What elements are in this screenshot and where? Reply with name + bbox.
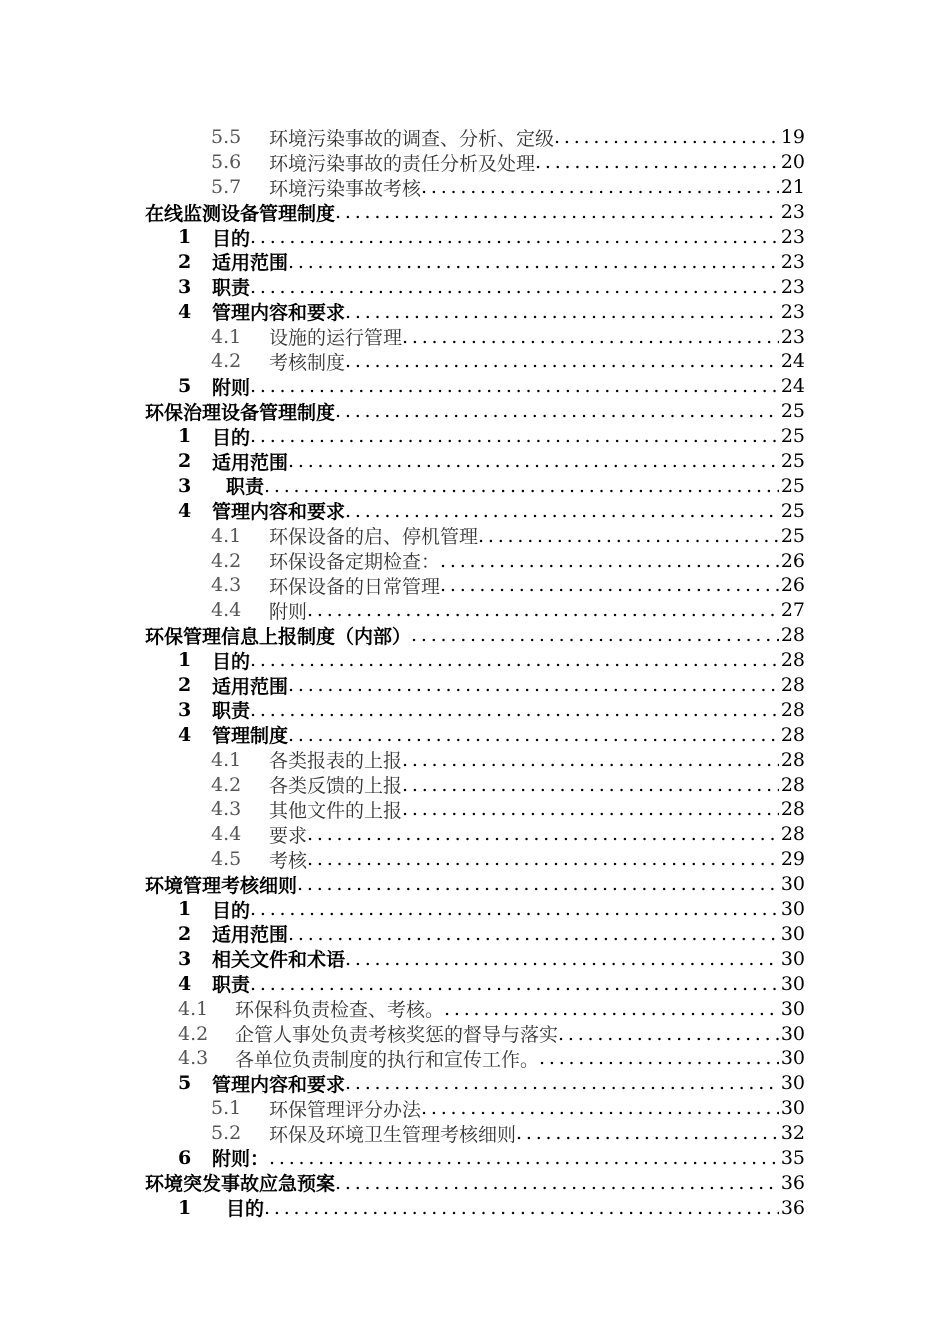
toc-entry-title: 管理内容和要求: [212, 1073, 346, 1096]
toc-entry-title: 设施的运行管理: [269, 327, 403, 350]
dot-leader: [288, 923, 779, 945]
toc-entry[interactable]: [0, 449, 950, 474]
toc-entry[interactable]: [0, 697, 950, 722]
toc-entry-title: 各单位负责制度的执行和宣传工作。: [235, 1048, 540, 1071]
toc-entry-number: 4.3: [178, 1047, 209, 1070]
toc-entry-title: 考核: [269, 849, 308, 872]
toc-entry-title: 管理内容和要求: [212, 302, 346, 325]
dot-leader: [558, 1023, 779, 1045]
toc-entry-title: 环境污染事故考核: [269, 177, 422, 200]
dot-leader: [307, 599, 779, 621]
dot-leader: [345, 500, 779, 522]
toc-entry-title: 管理制度: [212, 725, 289, 748]
dot-leader: [402, 326, 779, 348]
dot-leader: [250, 425, 779, 447]
dot-leader: [539, 1047, 779, 1069]
toc-entry-title: 职责: [226, 476, 265, 499]
toc-entry-body: [178, 449, 779, 474]
toc-entry[interactable]: [0, 548, 950, 573]
toc-entry[interactable]: [0, 274, 950, 299]
toc-entry[interactable]: [0, 200, 950, 225]
toc-entry-body: [211, 772, 779, 797]
toc-entry-title: 目的: [212, 650, 251, 673]
toc-entry-page-number: 28: [780, 748, 805, 771]
toc-entry-number: 2: [178, 250, 192, 273]
dot-leader: [478, 525, 779, 547]
toc-entry[interactable]: [0, 673, 950, 698]
dot-leader: [335, 400, 779, 422]
toc-entry-page-number: 25: [780, 499, 805, 522]
toc-entry-page-number: 30: [780, 997, 805, 1020]
toc-entry-number: 4.4: [211, 599, 242, 622]
toc-entry-number: 3: [178, 275, 192, 298]
toc-entry[interactable]: [0, 922, 950, 947]
toc-entry-body: [211, 822, 779, 847]
toc-entry-title: 环保管理信息上报制度（内部）: [145, 625, 412, 648]
toc-entry-number: 3: [178, 474, 192, 497]
toc-entry-body: [178, 1146, 779, 1171]
toc-entry-page-number: 24: [780, 375, 805, 398]
toc-entry-title: 各类反馈的上报: [269, 775, 403, 798]
toc-entry-body: [178, 722, 779, 747]
toc-entry-page-number: 26: [780, 574, 805, 597]
toc-entry-page-number: 24: [780, 350, 805, 373]
dot-leader: [535, 151, 779, 173]
toc-entry[interactable]: [0, 125, 950, 150]
toc-entry-body: [178, 424, 779, 449]
toc-entry-number: 2: [178, 922, 192, 945]
toc-entry-body: [178, 946, 779, 971]
toc-entry[interactable]: [0, 598, 950, 623]
dot-leader: [402, 798, 779, 820]
toc-entry-body: [178, 1071, 779, 1096]
toc-entry[interactable]: [0, 1096, 950, 1121]
toc-entry-title: 适用范围: [212, 924, 289, 947]
toc-entry-page-number: 23: [780, 275, 805, 298]
dot-leader: [269, 1147, 779, 1169]
toc-entry[interactable]: [0, 324, 950, 349]
dot-leader: [288, 724, 779, 746]
toc-entry-page-number: 30: [780, 922, 805, 945]
toc-entry-title: 要求: [269, 824, 308, 847]
toc-entry[interactable]: [0, 971, 950, 996]
toc-entry-page-number: 28: [780, 773, 805, 796]
toc-entry-page-number: 23: [780, 250, 805, 273]
toc-entry-page-number: 30: [780, 972, 805, 995]
toc-entry-body: [211, 747, 779, 772]
toc-entry-body: [178, 971, 779, 996]
toc-entry-title: 环保设备定期检查：: [269, 551, 441, 574]
toc-entry-title: 环境污染事故的责任分析及处理: [269, 152, 536, 175]
toc-entry-title: 职责: [212, 700, 251, 723]
dot-leader: [288, 674, 779, 696]
toc-entry-page-number: 30: [780, 1097, 805, 1120]
toc-entry[interactable]: [0, 722, 950, 747]
toc-entry-body: [178, 922, 779, 947]
toc-entry[interactable]: [0, 175, 950, 200]
dot-leader: [297, 873, 779, 895]
dot-leader: [250, 898, 779, 920]
toc-entry-number: 4.1: [211, 748, 242, 771]
toc-entry-body: [211, 598, 779, 623]
toc-entry-page-number: 25: [780, 450, 805, 473]
toc-entry[interactable]: [0, 946, 950, 971]
dot-leader: [411, 624, 779, 646]
toc-entry-page-number: 32: [780, 1122, 805, 1145]
toc-entry[interactable]: [0, 424, 950, 449]
toc-entry-page-number: 35: [780, 1146, 805, 1169]
toc-entry-page-number: 28: [780, 798, 805, 821]
toc-entry-number: 3: [178, 947, 192, 970]
toc-entry-page-number: 28: [780, 649, 805, 672]
toc-entry-page-number: 28: [780, 723, 805, 746]
toc-entry-page-number: 28: [780, 698, 805, 721]
toc-entry[interactable]: [0, 1195, 950, 1220]
toc-entry-number: 4.3: [211, 574, 242, 597]
dot-leader: [345, 948, 779, 970]
toc-entry[interactable]: [0, 1170, 950, 1195]
toc-entry[interactable]: [0, 249, 950, 274]
toc-entry[interactable]: [0, 1146, 950, 1171]
toc-entry-page-number: 30: [780, 1022, 805, 1045]
toc-entry-body: [211, 125, 779, 150]
dot-leader: [307, 848, 779, 870]
toc-entry[interactable]: [0, 872, 950, 897]
dot-leader: [516, 1122, 779, 1144]
toc-entry-body: [178, 473, 779, 498]
toc-entry-body: [145, 200, 779, 225]
toc-entry-body: [211, 548, 779, 573]
toc-entry-page-number: 28: [780, 624, 805, 647]
toc-entry-title: 适用范围: [212, 451, 289, 474]
toc-entry-title: 企管人事处负责考核奖惩的督导与落实: [235, 1024, 559, 1046]
toc-entry-body: [145, 872, 779, 897]
toc-entry-number: 1: [178, 1196, 192, 1219]
toc-entry-number: 5.1: [211, 1097, 242, 1120]
toc-entry-number: 5.7: [211, 176, 242, 199]
toc-entry[interactable]: [0, 349, 950, 374]
toc-entry-page-number: 23: [780, 226, 805, 248]
dot-leader: [288, 251, 779, 273]
toc-entry-page-number: 28: [780, 674, 805, 697]
dot-leader: [250, 649, 779, 671]
toc-entry-body: [145, 399, 779, 424]
toc-entry-number: 4.1: [211, 524, 242, 547]
dot-leader: [421, 176, 779, 198]
toc-entry[interactable]: [0, 374, 950, 399]
toc-entry-page-number: 30: [780, 898, 805, 921]
toc-entry-title: 环保管理评分办法: [269, 1098, 422, 1121]
toc-entry-page-number: 28: [780, 823, 805, 846]
toc-entry-body: [211, 797, 779, 822]
toc-entry-title: 各类报表的上报: [269, 750, 403, 773]
toc-entry-title: 管理内容和要求: [212, 501, 346, 524]
toc-entry-body: [178, 299, 779, 324]
toc-entry-number: 3: [178, 698, 192, 721]
toc-entry-number: 4: [178, 972, 192, 995]
toc-entry-title: 适用范围: [212, 675, 289, 698]
toc-entry[interactable]: [0, 473, 950, 498]
toc-entry-page-number: 30: [780, 947, 805, 970]
toc-entry-page-number: 20: [780, 151, 805, 174]
toc-entry-number: 4.1: [178, 997, 209, 1020]
toc-entry-body: [178, 225, 779, 250]
toc-entry-number: 4.2: [211, 549, 242, 572]
toc-entry-title: 考核制度: [269, 351, 346, 374]
toc-entry-page-number: 23: [780, 325, 805, 348]
toc-entry-body: [211, 349, 779, 374]
toc-entry[interactable]: [0, 1121, 950, 1146]
toc-entry-title: 目的: [226, 1198, 265, 1221]
toc-entry[interactable]: [0, 523, 950, 548]
toc-entry-body: [211, 523, 779, 548]
toc-entry-number: 4.2: [178, 1022, 209, 1045]
toc-entry[interactable]: [0, 772, 950, 797]
toc-entry-body: [178, 274, 779, 299]
toc-entry-number: 1: [178, 425, 192, 448]
toc-entry-number: 5.5: [211, 126, 242, 149]
toc-entry-page-number: 21: [780, 176, 805, 199]
toc-entry-page-number: 25: [780, 425, 805, 448]
toc-entry[interactable]: [0, 1021, 950, 1046]
toc-entry-page-number: 29: [780, 848, 805, 871]
dot-leader: [440, 574, 779, 596]
dot-leader: [335, 1172, 779, 1194]
toc-entry-body: [178, 673, 779, 698]
toc-entry-title: 环保治理设备管理制度: [145, 401, 336, 424]
toc-entry-body: [178, 996, 779, 1021]
toc-entry[interactable]: [0, 897, 950, 922]
toc-entry-page-number: 36: [780, 1171, 805, 1194]
toc-entry-title: 环保设备的启、停机管理: [269, 526, 479, 549]
dot-leader: [250, 276, 779, 298]
toc-entry-body: [178, 648, 779, 673]
toc-entry-number: 4.4: [211, 823, 242, 846]
dot-leader: [444, 998, 779, 1020]
toc-entry-number: 2: [178, 450, 192, 473]
toc-entry-body: [211, 1096, 779, 1121]
toc-entry-number: 1: [178, 226, 192, 248]
toc-entry-title: 相关文件和术语: [212, 949, 346, 972]
toc-entry-number: 4: [178, 723, 192, 746]
toc-entry[interactable]: [0, 225, 950, 250]
toc-entry-body: [178, 498, 779, 523]
toc-entry-number: 4.3: [211, 798, 242, 821]
dot-leader: [345, 1072, 779, 1094]
toc-entry[interactable]: [0, 150, 950, 175]
toc-entry-title: 适用范围: [212, 252, 289, 275]
dot-leader: [307, 823, 779, 845]
toc-entry-title: 环境污染事故的调查、分析、定级: [269, 127, 555, 150]
toc-entry-page-number: 25: [780, 524, 805, 547]
toc-entry-page-number: 27: [780, 599, 805, 622]
toc-entry-body: [145, 623, 779, 648]
dot-leader: [402, 749, 779, 771]
toc-entry[interactable]: [0, 822, 950, 847]
toc-entry-title: 目的: [212, 426, 251, 449]
dot-leader: [250, 226, 779, 248]
toc-entry[interactable]: [0, 747, 950, 772]
toc-entry-number: 4: [178, 499, 192, 522]
toc-entry-number: 4.2: [211, 773, 242, 796]
toc-entry-page-number: 26: [780, 549, 805, 572]
toc-entry-body: [178, 1046, 779, 1071]
toc-entry-page-number: 30: [780, 1072, 805, 1095]
toc-entry-page-number: 36: [780, 1196, 805, 1219]
toc-entry-number: 4.1: [211, 325, 242, 348]
toc-entry-number: 6: [178, 1146, 192, 1169]
toc-entry[interactable]: [0, 1071, 950, 1096]
toc-entry-number: 2: [178, 674, 192, 697]
toc-entry-title: 附则: [212, 376, 251, 399]
toc-entry-title: 目的: [212, 899, 251, 922]
toc-entry-body: [211, 1121, 779, 1146]
toc-entry-body: [178, 897, 779, 922]
toc-entry-page-number: 30: [780, 1047, 805, 1070]
dot-leader: [288, 450, 779, 472]
toc-entry-title: 环境管理考核细则: [145, 874, 298, 897]
toc-entry[interactable]: [0, 996, 950, 1021]
toc-entry-title: 目的: [212, 227, 251, 250]
toc-entry-body: [211, 150, 779, 175]
toc-entry[interactable]: [0, 573, 950, 598]
toc-entry-body: [211, 573, 779, 598]
dot-leader: [250, 699, 779, 721]
toc-entry-page-number: 25: [780, 400, 805, 423]
toc-entry-title: 职责: [212, 974, 251, 997]
toc-entry-body: [178, 1021, 779, 1046]
toc-entry-body: [178, 697, 779, 722]
toc-entry-body: [145, 1170, 779, 1195]
dot-leader: [402, 774, 779, 796]
toc-entry-body: [211, 175, 779, 200]
toc-entry-page-number: 19: [780, 126, 805, 149]
toc-entry-title: 环保及环境卫生管理考核细则: [269, 1123, 517, 1146]
toc-entry-page-number: 30: [780, 873, 805, 896]
toc-entry-number: 5: [178, 375, 192, 398]
toc-entry-page-number: 25: [780, 474, 805, 497]
toc-entry-body: [178, 374, 779, 399]
toc-entry[interactable]: [0, 623, 950, 648]
toc-entry-number: 4: [178, 300, 192, 323]
dot-leader: [250, 375, 779, 397]
dot-leader: [554, 126, 779, 148]
dot-leader: [250, 973, 779, 995]
dot-leader: [345, 301, 779, 323]
toc-entry-page-number: 23: [780, 300, 805, 323]
dot-leader: [440, 550, 779, 572]
dot-leader: [345, 350, 779, 372]
toc-entry-title: 附则: [269, 600, 308, 623]
toc-entry-page-number: 23: [780, 201, 805, 224]
toc-entry-title: 环保设备的日常管理: [269, 575, 441, 598]
toc-entry[interactable]: [0, 299, 950, 324]
toc-entry-title: 在线监测设备管理制度: [145, 202, 336, 225]
table-of-contents: [0, 125, 950, 1220]
toc-entry-title: 其他文件的上报: [269, 799, 403, 822]
dot-leader: [421, 1097, 779, 1119]
toc-entry-title: 附则：: [212, 1148, 270, 1171]
toc-entry-body: [211, 847, 779, 872]
toc-entry-body: [178, 249, 779, 274]
toc-entry-number: 4.2: [211, 350, 242, 373]
dot-leader: [335, 201, 779, 223]
toc-entry-title: 环境突发事故应急预案: [145, 1173, 336, 1196]
toc-entry[interactable]: [0, 498, 950, 523]
toc-entry[interactable]: [0, 797, 950, 822]
dot-leader: [264, 475, 779, 497]
toc-entry[interactable]: [0, 648, 950, 673]
dot-leader: [264, 1197, 779, 1219]
toc-entry[interactable]: [0, 399, 950, 424]
toc-entry[interactable]: [0, 847, 950, 872]
toc-entry-body: [178, 1195, 779, 1220]
toc-entry-number: 1: [178, 898, 192, 921]
toc-entry-number: 1: [178, 649, 192, 672]
toc-entry-number: 5.2: [211, 1122, 242, 1145]
toc-entry-body: [211, 324, 779, 349]
toc-entry-title: 环保科负责检查、考核。: [235, 999, 445, 1022]
toc-entry-number: 5: [178, 1072, 192, 1095]
toc-entry-title: 职责: [212, 277, 251, 300]
toc-entry-number: 5.6: [211, 151, 242, 174]
toc-entry[interactable]: [0, 1046, 950, 1071]
toc-entry-number: 4.5: [211, 848, 242, 871]
